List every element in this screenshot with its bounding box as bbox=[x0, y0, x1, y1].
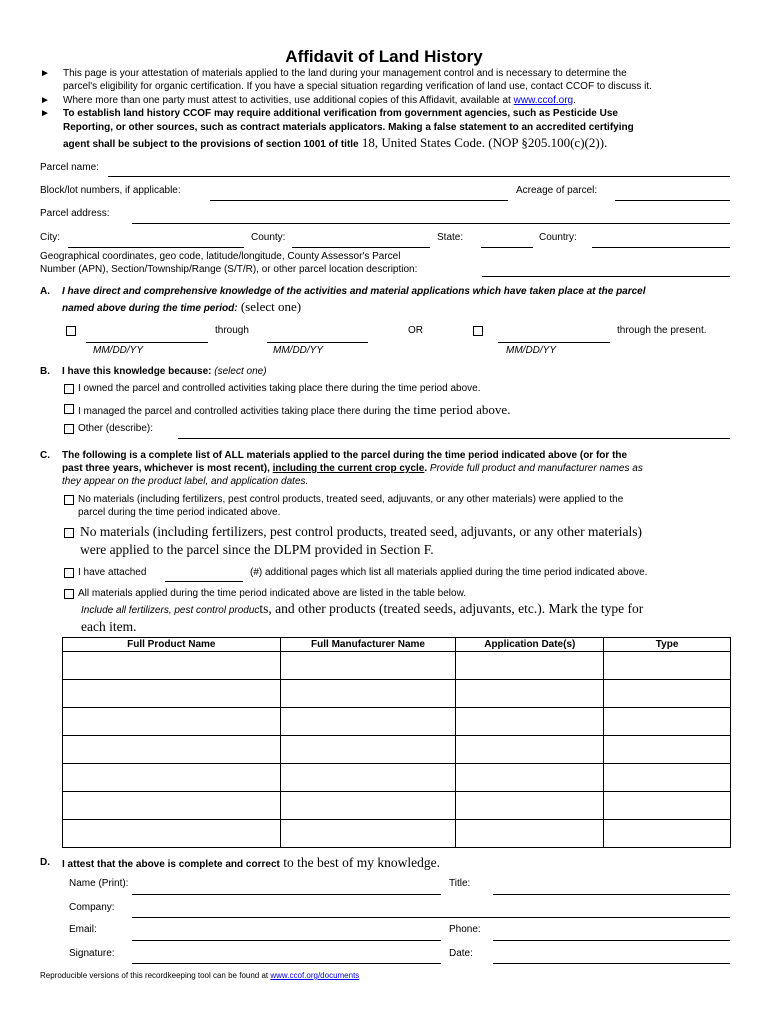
block-lot-field[interactable] bbox=[210, 200, 508, 201]
other-label: Other (describe): bbox=[78, 423, 154, 434]
all-materials-label-italic: Include all fertilizers, pest control produc bbox=[81, 605, 260, 616]
section-c-text-bold: . bbox=[424, 463, 430, 474]
attached-pages-count-field[interactable] bbox=[165, 581, 243, 582]
table-row bbox=[63, 792, 731, 820]
country-label: Country: bbox=[539, 232, 577, 243]
page-title: Affidavit of Land History bbox=[285, 47, 483, 66]
geo-label: Number (APN), Section/Township/Range (S/T/R), or other parcel location description: bbox=[40, 264, 418, 275]
footer-text: Reproducible versions of this recordkeeping tool can be found at bbox=[40, 971, 271, 980]
type-cell[interactable] bbox=[604, 820, 731, 848]
owned-label: I owned the parcel and controlled activities taking place there during the time period above. bbox=[78, 383, 481, 394]
application-dates-cell[interactable] bbox=[456, 736, 604, 764]
parcel-name-label: Parcel name: bbox=[40, 162, 99, 173]
type-cell[interactable] bbox=[604, 764, 731, 792]
table-row bbox=[63, 764, 731, 792]
documents-link[interactable]: www.ccof.org/documents bbox=[270, 971, 360, 980]
manufacturer-cell[interactable] bbox=[280, 652, 456, 680]
intro-line: This page is your attestation of materials applied to the land during your management control and is necessary to determine the bbox=[63, 68, 627, 79]
owned-checkbox[interactable] bbox=[64, 384, 74, 394]
section-c-text-italic: Provide full product and manufacturer names as bbox=[429, 463, 643, 474]
product-cell[interactable] bbox=[63, 764, 281, 792]
manufacturer-cell[interactable] bbox=[280, 792, 456, 820]
product-cell[interactable] bbox=[63, 792, 281, 820]
intro-text: agent shall be subject to the provisions of section 1001 of title bbox=[63, 139, 359, 150]
type-cell[interactable] bbox=[604, 736, 731, 764]
country-field[interactable] bbox=[592, 247, 730, 248]
application-dates-cell[interactable] bbox=[456, 680, 604, 708]
intro-text: 18, United States Code. (NOP §205.100(c)(2)). bbox=[358, 135, 608, 150]
table-row bbox=[63, 820, 731, 848]
section-d-heading-text: I attest that the above is complete and correct bbox=[62, 859, 280, 870]
type-cell[interactable] bbox=[604, 680, 731, 708]
through-label: through bbox=[215, 325, 249, 336]
manufacturer-cell[interactable] bbox=[280, 764, 456, 792]
email-field[interactable] bbox=[132, 940, 441, 941]
manufacturer-cell[interactable] bbox=[280, 820, 456, 848]
all-materials-label bbox=[81, 601, 643, 617]
email-label: Email: bbox=[69, 924, 97, 935]
intro-line bbox=[63, 135, 607, 151]
date-field[interactable] bbox=[493, 963, 730, 964]
geo-field[interactable] bbox=[482, 276, 730, 277]
intro-line: To establish land history CCOF may require additional verification from government agencies, such as Pesticide Use bbox=[63, 108, 618, 119]
or-label: OR bbox=[408, 325, 423, 336]
section-letter: C. bbox=[40, 450, 50, 461]
application-dates-cell[interactable] bbox=[456, 708, 604, 736]
application-dates-cell[interactable] bbox=[456, 820, 604, 848]
application-dates-cell[interactable] bbox=[456, 652, 604, 680]
product-cell[interactable] bbox=[63, 680, 281, 708]
no-materials-checkbox[interactable] bbox=[64, 495, 74, 505]
section-letter: D. bbox=[40, 857, 50, 868]
attached-pages-checkbox[interactable] bbox=[64, 568, 74, 578]
county-label: County: bbox=[251, 232, 286, 243]
state-label: State: bbox=[437, 232, 464, 243]
intro-line: parcel's eligibility for organic certification. If you have a special situation regarding verification of land use, contact CCOF to discuss it. bbox=[63, 81, 652, 92]
application-dates-cell[interactable] bbox=[456, 764, 604, 792]
column-header-type: Type bbox=[604, 638, 731, 652]
no-materials-dlpm-checkbox[interactable] bbox=[64, 528, 74, 538]
acreage-field[interactable] bbox=[615, 200, 730, 201]
section-b-heading-text: I have this knowledge because: bbox=[62, 366, 212, 377]
type-cell[interactable] bbox=[604, 652, 731, 680]
materials-table bbox=[62, 637, 731, 848]
acreage-label: Acreage of parcel: bbox=[516, 185, 598, 196]
table-row bbox=[63, 652, 731, 680]
manufacturer-cell[interactable] bbox=[280, 708, 456, 736]
bullet-arrow-icon: ► bbox=[40, 108, 50, 119]
parcel-address-label: Parcel address: bbox=[40, 208, 110, 219]
product-cell[interactable] bbox=[63, 708, 281, 736]
date-hint: MM/DD/YY bbox=[506, 345, 556, 356]
parcel-address-field[interactable] bbox=[132, 223, 730, 224]
product-cell[interactable] bbox=[63, 820, 281, 848]
all-materials-label: All materials applied during the time period indicated above are listed in the table below. bbox=[78, 588, 467, 599]
company-label: Company: bbox=[69, 902, 115, 913]
column-header-application-dates: Application Date(s) bbox=[456, 638, 604, 652]
application-dates-cell[interactable] bbox=[456, 792, 604, 820]
managed-label-serif: the time period above. bbox=[390, 402, 511, 417]
section-a-text bbox=[62, 299, 301, 315]
section-b-heading bbox=[62, 366, 267, 377]
section-c-text: they appear on the product label, and application dates. bbox=[62, 476, 309, 487]
bullet-arrow-icon: ► bbox=[40, 68, 50, 79]
managed-label bbox=[78, 402, 510, 418]
all-materials-checkbox[interactable] bbox=[64, 589, 74, 599]
table-row bbox=[63, 680, 731, 708]
table-header-row bbox=[63, 638, 731, 652]
geo-label: Geographical coordinates, geo code, latitude/longitude, County Assessor's Parcel bbox=[40, 251, 401, 262]
signature-field[interactable] bbox=[132, 963, 441, 964]
end-date-field[interactable] bbox=[267, 342, 368, 343]
attached-pages-label: (#) additional pages which list all materials applied during the time period indicated above. bbox=[250, 567, 648, 578]
section-letter: B. bbox=[40, 366, 50, 377]
no-materials-dlpm-label: were applied to the parcel since the DLPM provided in Section F. bbox=[80, 542, 434, 557]
type-cell[interactable] bbox=[604, 708, 731, 736]
section-d-heading bbox=[62, 855, 440, 871]
no-materials-label: No materials (including fertilizers, pest control products, treated seed, adjuvants, or any other materials) were applied to the bbox=[78, 494, 624, 505]
attached-pages-label: I have attached bbox=[78, 567, 147, 578]
no-materials-dlpm-label: No materials (including fertilizers, pest control products, treated seed, adjuvants, or any other materials) bbox=[80, 524, 642, 539]
state-field[interactable] bbox=[481, 247, 533, 248]
section-a-text-bold: named above during the time period: bbox=[62, 303, 238, 314]
period-range-checkbox[interactable] bbox=[66, 326, 76, 336]
intro-line: Reporting, or other sources, such as contract materials applicators. Making a false statement to an accredited certifying bbox=[63, 122, 634, 133]
date-label: Date: bbox=[449, 948, 473, 959]
table-row bbox=[63, 708, 731, 736]
section-c-text-underlined: including the current crop cycle bbox=[272, 463, 425, 474]
section-c-text: The following is a complete list of ALL materials applied to the parcel during the time period indicated above (or for the bbox=[62, 450, 628, 461]
title-field[interactable] bbox=[493, 894, 730, 895]
section-a-text-serif: (select one) bbox=[237, 299, 302, 314]
manufacturer-cell[interactable] bbox=[280, 736, 456, 764]
present-start-date-field[interactable] bbox=[498, 342, 610, 343]
phone-field[interactable] bbox=[493, 940, 730, 941]
section-c-text-bold: past three years, whichever is most recent), bbox=[62, 463, 273, 474]
section-a-text: I have direct and comprehensive knowledge of the activities and material applications which have taken place at the parcel bbox=[62, 286, 646, 297]
manufacturer-cell[interactable] bbox=[280, 680, 456, 708]
name-print-label: Name (Print): bbox=[69, 878, 129, 889]
block-lot-label: Block/lot numbers, if applicable: bbox=[40, 185, 181, 196]
date-hint: MM/DD/YY bbox=[93, 345, 143, 356]
parcel-name-field[interactable] bbox=[108, 176, 730, 177]
city-label: City: bbox=[40, 232, 60, 243]
other-describe-field[interactable] bbox=[178, 438, 730, 439]
product-cell[interactable] bbox=[63, 652, 281, 680]
section-b-hint: (select one) bbox=[211, 366, 267, 377]
intro-line: Where more than one party must attest to activities, use additional copies of this Affidavit, available at www.ccof.org. bbox=[63, 95, 576, 106]
column-header-product: Full Product Name bbox=[63, 638, 281, 652]
city-field[interactable] bbox=[68, 247, 244, 248]
all-materials-label-serif: ts, and other products (treated seeds, adjuvants, etc.). Mark the type for bbox=[259, 601, 644, 616]
phone-label: Phone: bbox=[449, 924, 481, 935]
managed-checkbox[interactable] bbox=[64, 404, 74, 414]
other-checkbox[interactable] bbox=[64, 424, 74, 434]
product-cell[interactable] bbox=[63, 736, 281, 764]
bullet-arrow-icon: ► bbox=[40, 95, 50, 106]
table-row bbox=[63, 736, 731, 764]
period-present-checkbox[interactable] bbox=[473, 326, 483, 336]
type-cell[interactable] bbox=[604, 792, 731, 820]
all-materials-label: each item. bbox=[81, 619, 137, 634]
title-label: Title: bbox=[449, 878, 471, 889]
company-field[interactable] bbox=[132, 917, 730, 918]
no-materials-label: parcel during the time period indicated above. bbox=[78, 507, 281, 518]
through-present-label: through the present. bbox=[617, 325, 707, 336]
ccof-link[interactable]: www.ccof.org bbox=[513, 95, 574, 106]
signature-label: Signature: bbox=[69, 948, 115, 959]
section-c-text bbox=[62, 463, 643, 474]
start-date-field[interactable] bbox=[86, 342, 208, 343]
footer-note bbox=[40, 971, 359, 980]
column-header-manufacturer: Full Manufacturer Name bbox=[280, 638, 456, 652]
section-letter: A. bbox=[40, 286, 50, 297]
date-hint: MM/DD/YY bbox=[273, 345, 323, 356]
county-field[interactable] bbox=[292, 247, 430, 248]
name-print-field[interactable] bbox=[132, 894, 441, 895]
section-d-heading-serif: to the best of my knowledge. bbox=[279, 855, 440, 870]
intro-text: Where more than one party must attest to activities, use additional copies of this Affidavit, available at bbox=[63, 95, 514, 106]
managed-label-text: I managed the parcel and controlled activities taking place there during bbox=[78, 406, 391, 417]
